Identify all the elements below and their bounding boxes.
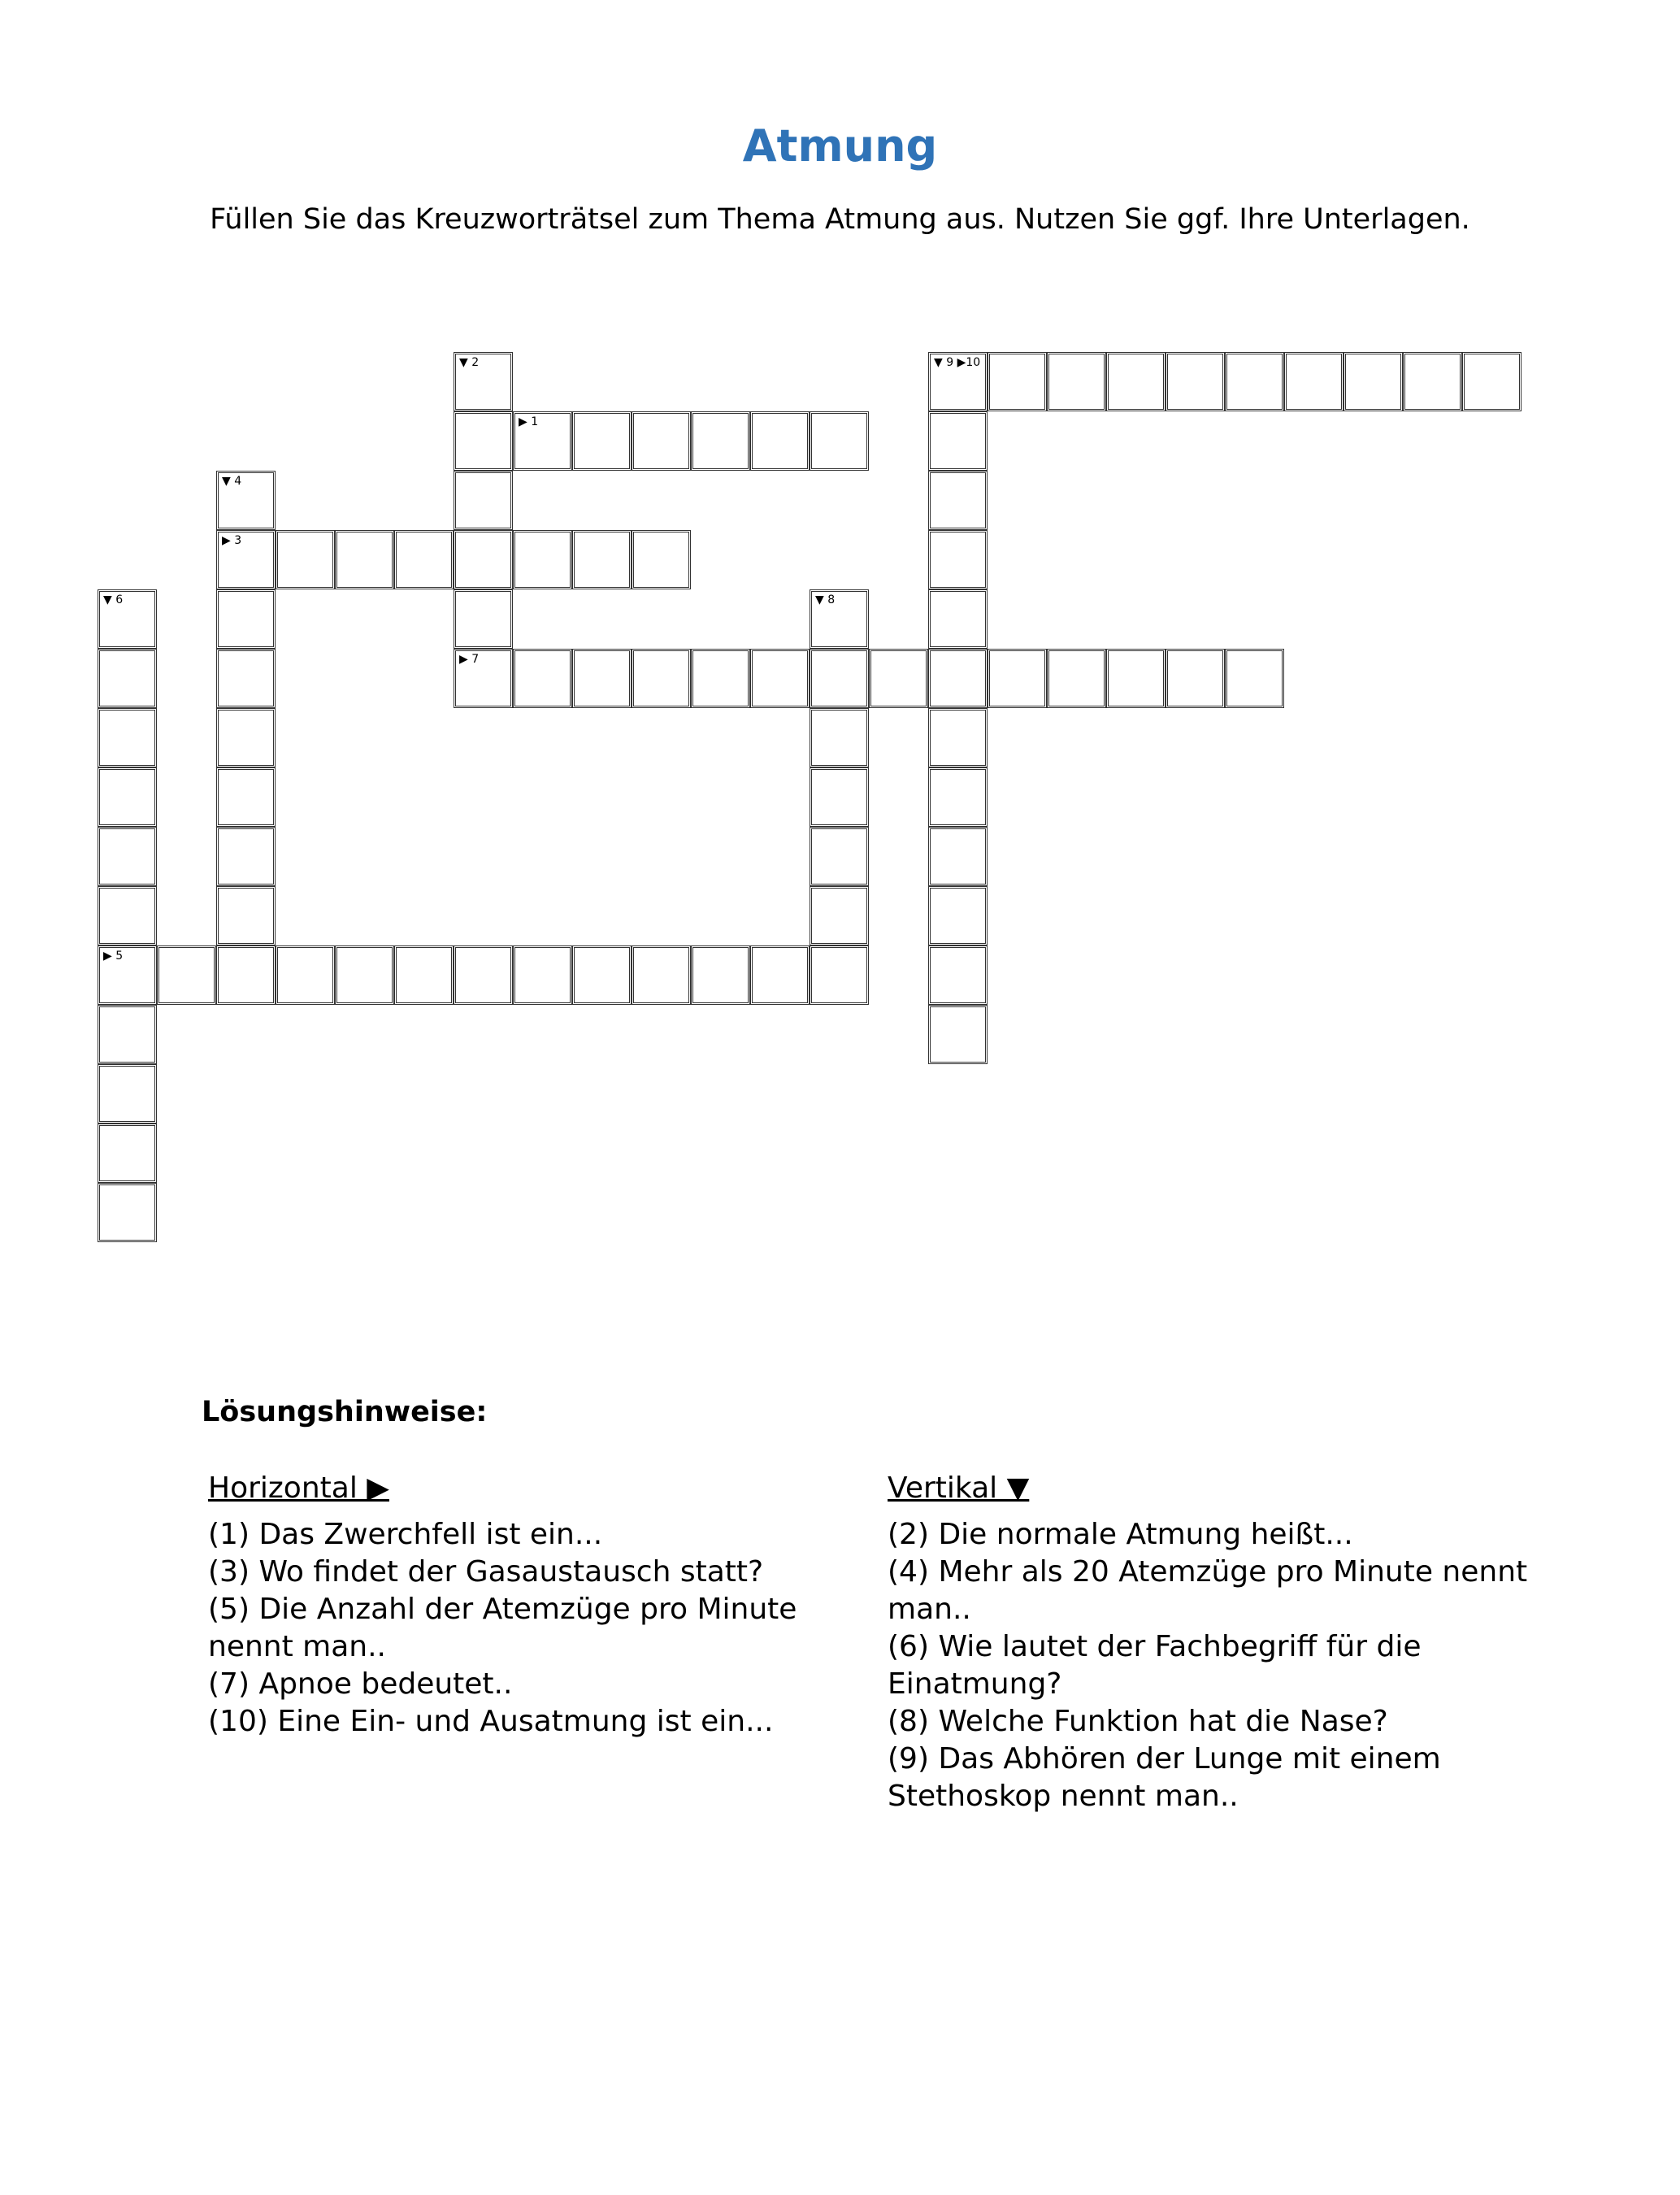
clue-horizontal-3: (3) Wo findet der Gasaustausch statt? (208, 1555, 764, 1589)
grid-cell[interactable] (513, 649, 572, 708)
grid-cell[interactable] (691, 649, 750, 708)
grid-cell[interactable] (1047, 649, 1106, 708)
grid-cell[interactable] (98, 886, 157, 945)
clue-vertical-9: (9) Das Abhören der Lunge mit einem Stethoskop nennt man.. (888, 1742, 1441, 1813)
grid-cell[interactable] (394, 530, 454, 589)
grid-cell[interactable] (1106, 649, 1166, 708)
grid-cell[interactable] (810, 767, 869, 827)
clue-vertical-6: (6) Wie lautet der Fachbegriff für die Einatmung? (888, 1630, 1422, 1701)
clue-horizontal-10: (10) Eine Ein- und Ausatmung ist ein... (208, 1705, 774, 1738)
grid-cell[interactable] (988, 352, 1047, 411)
grid-cell[interactable] (928, 945, 988, 1005)
grid-cell[interactable] (869, 649, 928, 708)
grid-cell[interactable] (928, 1005, 988, 1064)
grid-cell[interactable] (513, 945, 572, 1005)
grid-cell[interactable] (572, 945, 632, 1005)
clue-vertical-8: (8) Welche Funktion hat die Nase? (888, 1705, 1388, 1738)
grid-cell[interactable] (1284, 352, 1344, 411)
horizontal-clue-list (208, 1516, 875, 1741)
grid-cell[interactable] (988, 649, 1047, 708)
grid-cell[interactable] (454, 945, 513, 1005)
hints-heading: Lösungshinweise: (202, 1396, 488, 1428)
page-title: Atmung (742, 120, 938, 172)
clue-horizontal-7: (7) Apnoe bedeutet.. (208, 1667, 513, 1701)
grid-cell[interactable] (928, 767, 988, 827)
grid-cell[interactable] (98, 1124, 157, 1183)
grid-cell[interactable] (335, 945, 394, 1005)
clue-number-label: ▶ 5 (103, 950, 124, 963)
grid-cell[interactable] (810, 649, 869, 708)
clue-number-label: ▶ 3 (222, 534, 242, 547)
grid-cell[interactable] (1166, 649, 1225, 708)
grid-cell[interactable] (216, 649, 276, 708)
grid-cell[interactable] (810, 945, 869, 1005)
clue-number-label: ▼ 8 (815, 593, 836, 606)
grid-cell[interactable] (928, 352, 988, 411)
grid-cell[interactable] (928, 411, 988, 471)
grid-cell[interactable] (810, 708, 869, 767)
grid-cell[interactable] (454, 589, 513, 649)
grid-cell[interactable] (1225, 352, 1284, 411)
grid-cell[interactable] (98, 827, 157, 886)
grid-cell[interactable] (98, 1064, 157, 1124)
grid-cell[interactable] (216, 886, 276, 945)
grid-cell[interactable] (454, 530, 513, 589)
clue-vertical-4: (4) Mehr als 20 Atemzüge pro Minute nennt man.. (888, 1555, 1528, 1626)
grid-cell[interactable] (810, 827, 869, 886)
clue-horizontal-5: (5) Die Anzahl der Atemzüge pro Minute nennt man.. (208, 1593, 797, 1663)
grid-cell[interactable] (216, 530, 276, 589)
vertical-heading: Vertikal ▼ (888, 1471, 1030, 1505)
grid-cell[interactable] (98, 649, 157, 708)
grid-cell[interactable] (632, 411, 691, 471)
grid-cell[interactable] (691, 945, 750, 1005)
clue-number-label: ▼ 2 (459, 356, 480, 369)
grid-cell[interactable] (1106, 352, 1166, 411)
grid-cell[interactable] (513, 530, 572, 589)
grid-cell[interactable] (454, 471, 513, 530)
grid-cell[interactable] (98, 767, 157, 827)
grid-cell[interactable] (454, 411, 513, 471)
grid-cell[interactable] (810, 411, 869, 471)
grid-cell[interactable] (513, 411, 572, 471)
grid-cell[interactable] (98, 1005, 157, 1064)
grid-cell[interactable] (928, 886, 988, 945)
grid-cell[interactable] (1462, 352, 1522, 411)
grid-cell[interactable] (572, 411, 632, 471)
grid-cell[interactable] (216, 589, 276, 649)
horizontal-heading: Horizontal ▶ (208, 1471, 389, 1505)
grid-cell[interactable] (394, 945, 454, 1005)
clue-number-label: ▼ 4 (222, 475, 242, 488)
grid-cell[interactable] (1047, 352, 1106, 411)
grid-cell[interactable] (691, 411, 750, 471)
grid-cell[interactable] (276, 945, 335, 1005)
clue-number-label: ▼ 6 (103, 593, 124, 606)
grid-cell[interactable] (632, 945, 691, 1005)
grid-cell[interactable] (216, 708, 276, 767)
grid-cell[interactable] (98, 1183, 157, 1242)
grid-cell[interactable] (750, 411, 810, 471)
grid-cell[interactable] (1166, 352, 1225, 411)
grid-cell[interactable] (216, 767, 276, 827)
clue-number-label: ▶ 1 (519, 415, 539, 428)
clue-number-label: ▶ 7 (459, 653, 480, 666)
grid-cell[interactable] (454, 352, 513, 411)
grid-cell[interactable] (216, 827, 276, 886)
grid-cell[interactable] (454, 649, 513, 708)
grid-cell[interactable] (632, 530, 691, 589)
grid-cell[interactable] (335, 530, 394, 589)
grid-cell[interactable] (157, 945, 216, 1005)
grid-cell[interactable] (216, 471, 276, 530)
grid-cell[interactable] (98, 589, 157, 649)
grid-cell[interactable] (928, 649, 988, 708)
grid-cell[interactable] (572, 649, 632, 708)
clue-vertical-2: (2) Die normale Atmung heißt... (888, 1518, 1353, 1551)
vertical-clue-list (888, 1516, 1603, 1815)
clue-number-label: ▼ 9 ▶10 (934, 356, 981, 369)
grid-cell[interactable] (750, 649, 810, 708)
grid-cell[interactable] (928, 827, 988, 886)
grid-cell[interactable] (276, 530, 335, 589)
grid-cell[interactable] (810, 886, 869, 945)
grid-cell[interactable] (810, 589, 869, 649)
grid-cell[interactable] (928, 708, 988, 767)
grid-cell[interactable] (1403, 352, 1462, 411)
grid-cell[interactable] (216, 945, 276, 1005)
grid-cell[interactable] (1225, 649, 1284, 708)
instructions-text: Füllen Sie das Kreuzworträtsel zum Thema Atmung aus. Nutzen Sie ggf. Ihre Unterlagen. (210, 203, 1470, 236)
grid-cell[interactable] (572, 530, 632, 589)
grid-cell[interactable] (928, 589, 988, 649)
grid-cell[interactable] (928, 530, 988, 589)
grid-cell[interactable] (1344, 352, 1403, 411)
clue-horizontal-1: (1) Das Zwerchfell ist ein... (208, 1518, 603, 1551)
grid-cell[interactable] (750, 945, 810, 1005)
grid-cell[interactable] (928, 471, 988, 530)
grid-cell[interactable] (98, 708, 157, 767)
grid-cell[interactable] (632, 649, 691, 708)
grid-cell[interactable] (98, 945, 157, 1005)
